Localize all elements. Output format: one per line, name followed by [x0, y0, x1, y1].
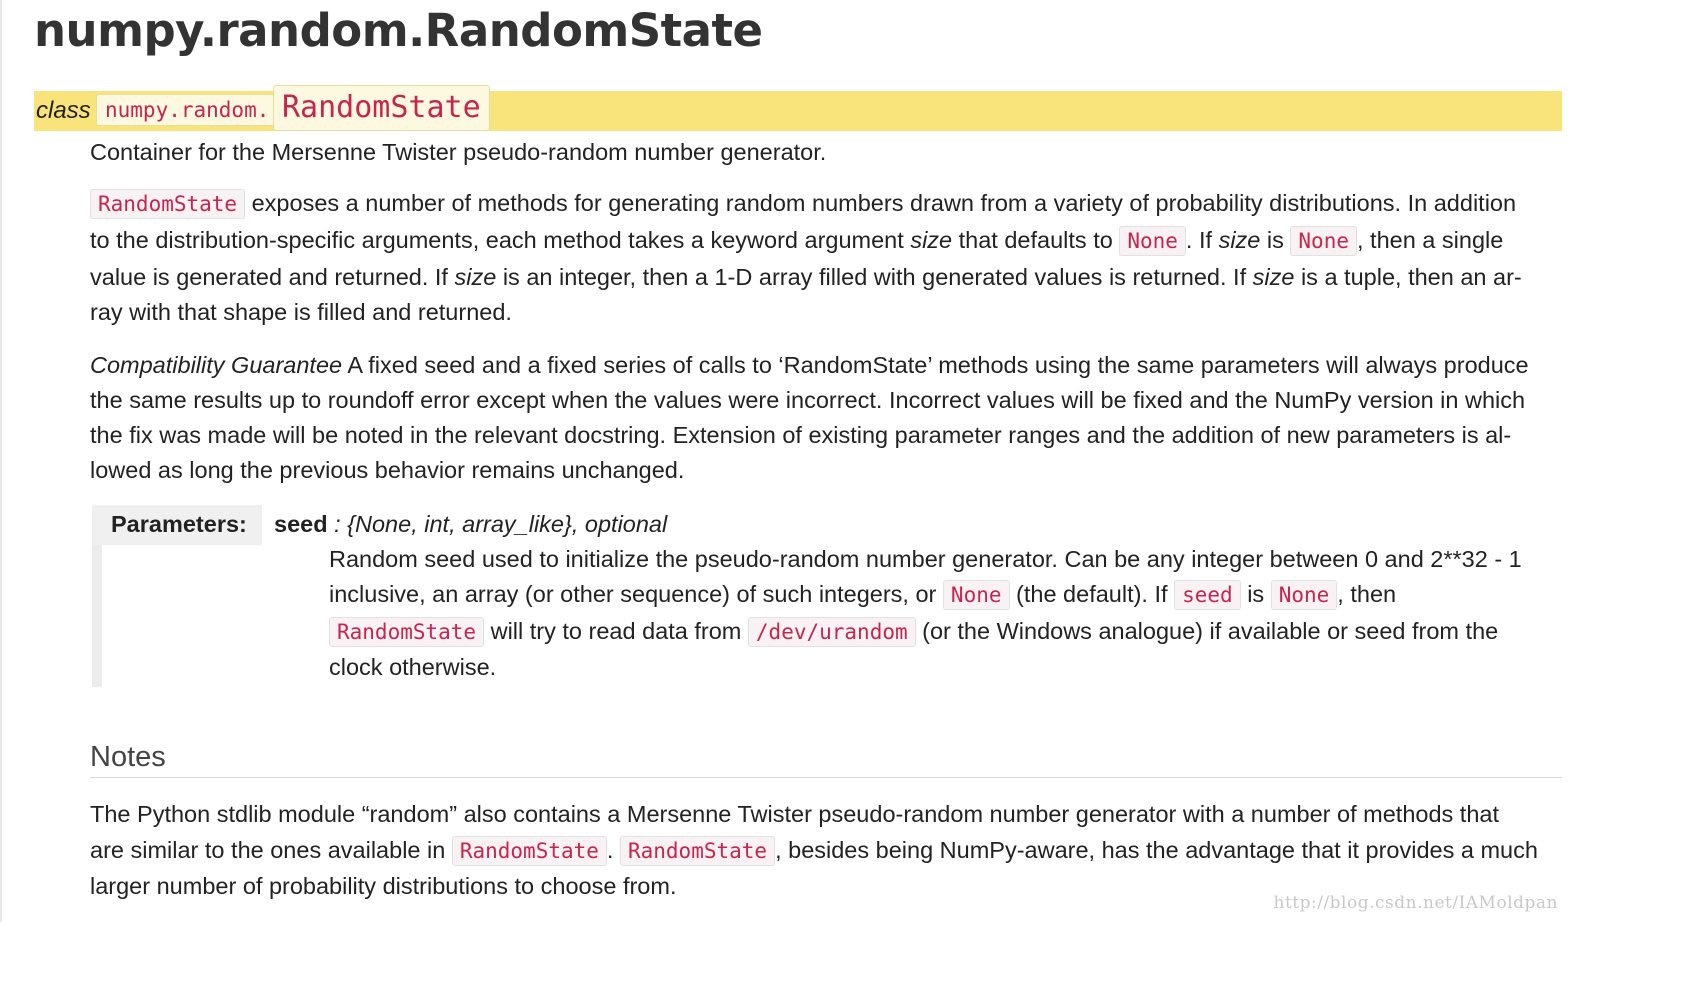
- para2-line4: lowed as long the previous behavior remains unchanged.: [90, 457, 685, 483]
- inline-code: None: [943, 580, 1010, 610]
- param-ref: size: [1218, 227, 1261, 253]
- page-title: numpy.random.RandomState: [34, 4, 763, 57]
- param-desc-line1: Random seed used to initialize the pseudo-random number generator. Can be any integer between 0 and 2**32 - 1: [329, 546, 1522, 572]
- para2-line1: [90, 352, 1529, 379]
- para1-line1: [90, 190, 1516, 217]
- parameters-side-bar: [92, 545, 102, 687]
- param-text: , then: [1337, 581, 1397, 607]
- inline-code: RandomState: [329, 617, 484, 647]
- param-text: will try to read data from: [484, 618, 748, 644]
- param-ref: size: [910, 227, 953, 253]
- para1-text: is an integer, then a 1-D array filled with generated values is returned. If: [496, 264, 1253, 290]
- notes-text: , besides being NumPy-aware, has the advantage that it provides a much: [775, 837, 1538, 863]
- param-ref: size: [1252, 264, 1295, 290]
- notes-text: .: [606, 837, 620, 863]
- para1-text: exposes a number of methods for generating random numbers drawn from a variety of probability distributions. In addition: [245, 190, 1517, 216]
- para1-line4: ray with that shape is filled and returned.: [90, 299, 512, 325]
- para1-text: is: [1260, 227, 1291, 253]
- para2-line2: the same results up to roundoff error except when the values were incorrect. Incorrect values will be fixed and the NumPy version in which: [90, 387, 1526, 413]
- param-text: (or the Windows analogue) if available or seed from the: [915, 618, 1499, 644]
- para1-text: that defaults to: [952, 227, 1120, 253]
- para1-text: is a tuple, then an ar-: [1294, 264, 1522, 290]
- param-desc-line2: [329, 581, 1396, 608]
- param-type: : {None, int, array_like}, optional: [327, 511, 668, 537]
- para1-line3: [90, 264, 1522, 291]
- param-desc-line4: clock otherwise.: [329, 654, 497, 680]
- para1-text: to the distribution-specific arguments, each method takes a keyword argument: [90, 227, 911, 253]
- param-text: is: [1240, 581, 1271, 607]
- inline-code: RandomState: [452, 836, 607, 866]
- inline-code: seed: [1174, 580, 1241, 610]
- inline-code: None: [1290, 226, 1357, 256]
- param-text: inclusive, an array (or other sequence) of such integers, or: [329, 581, 943, 607]
- watermark: http://blog.csdn.net/IAMoldpan: [1273, 893, 1558, 913]
- inline-code: RandomState: [90, 189, 245, 219]
- notes-line2: [90, 837, 1538, 864]
- inline-code: RandomState: [620, 836, 775, 866]
- para2-line3: the fix was made will be noted in the relevant docstring. Extension of existing parameter ranges and the addition of new parameters is al-: [90, 422, 1512, 448]
- notes-line1: The Python stdlib module “random” also contains a Mersenne Twister pseudo-random number generator with a number of methods that: [90, 801, 1500, 827]
- notes-divider: [90, 777, 1562, 778]
- para2-text: A fixed seed and a fixed series of calls to ‘RandomState’ methods using the same parameters will always produce: [342, 352, 1529, 378]
- para1-text: value is generated and returned. If: [90, 264, 455, 290]
- signature-module: numpy.random.: [96, 94, 278, 126]
- param-seed-header: [274, 511, 667, 538]
- param-ref: size: [454, 264, 497, 290]
- para1-text: , then a single: [1356, 227, 1504, 253]
- inline-code: None: [1119, 226, 1186, 256]
- signature-class-name: RandomState: [273, 85, 490, 131]
- notes-line3: larger number of probability distributions to choose from.: [90, 873, 677, 899]
- param-desc-line3: [329, 618, 1498, 645]
- parameters-label: Parameters:: [111, 511, 247, 537]
- notes-heading: Notes: [90, 741, 166, 773]
- para1-line2: [90, 227, 1503, 254]
- class-signature: [34, 91, 1562, 131]
- class-summary: Container for the Mersenne Twister pseudo-random number generator.: [90, 139, 827, 165]
- inline-code: None: [1271, 580, 1338, 610]
- inline-code: /dev/urandom: [748, 617, 916, 647]
- param-name: seed: [274, 511, 328, 537]
- page-left-border: [0, 0, 2, 922]
- para1-text: . If: [1185, 227, 1219, 253]
- notes-text: are similar to the ones available in: [90, 837, 452, 863]
- compatibility-heading: Compatibility Guarantee: [90, 352, 343, 378]
- signature-keyword: class: [36, 97, 91, 124]
- param-text: (the default). If: [1009, 581, 1175, 607]
